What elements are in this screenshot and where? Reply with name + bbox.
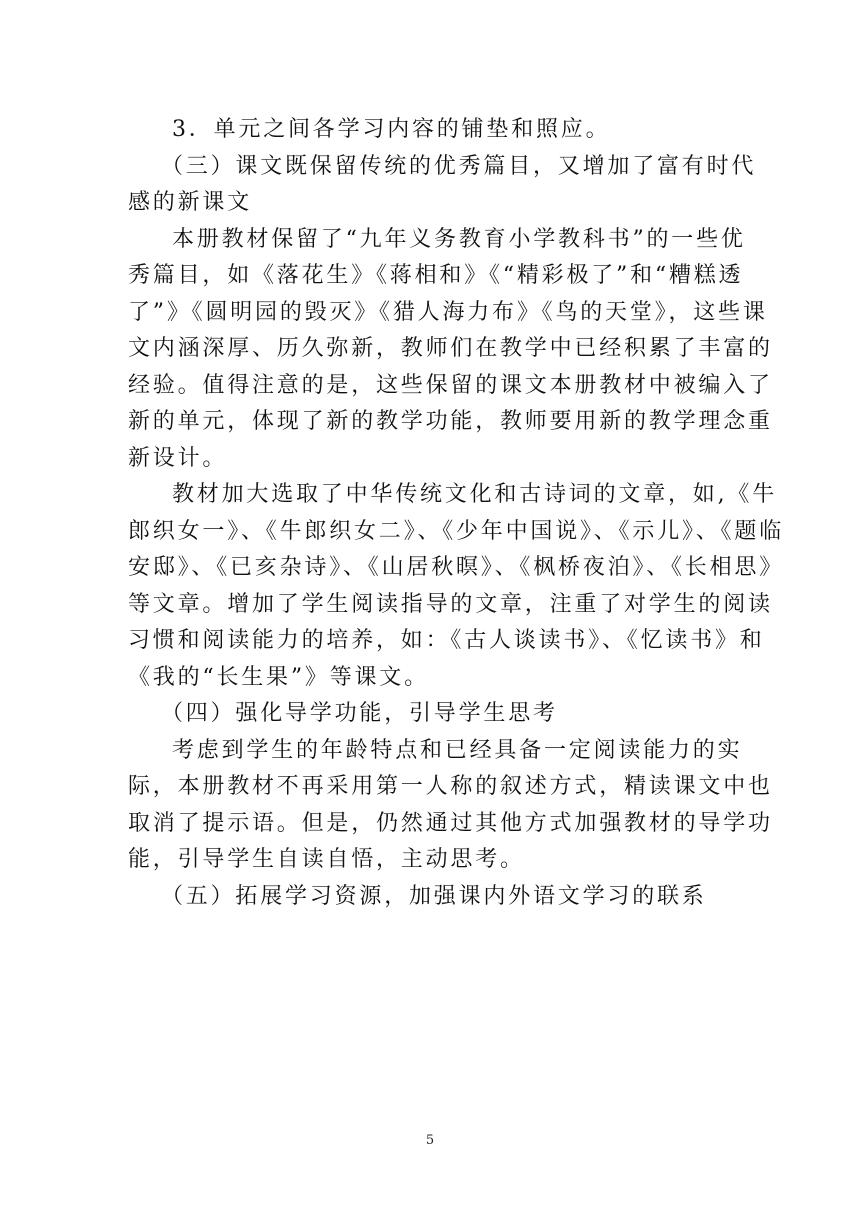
text-line: 了”》《圆明园的毁灭》《猎人海力布》《鸟的天堂》，这些课 [128, 299, 768, 325]
text-line: 《我的“长生果”》等课文。 [128, 664, 429, 690]
text-line: 能，引导学生自读自悟，主动思考。 [128, 847, 525, 872]
text-line: 新设计。 [128, 445, 228, 471]
page-number: 5 [425, 1133, 435, 1148]
text-line: 际，本册教材不再采用第一人称的叙述方式，精读课文中也 [128, 774, 773, 799]
section-heading: （五）拓展学习资源，加强课内外语文学习的联系 [161, 883, 707, 909]
text-line: 教材加大选取了中华传统文化和古诗词的文章，如,《牛 [172, 482, 777, 507]
text-line: 文内涵深厚、历久弥新，教师们在教学中已经积累了丰富的 [128, 336, 773, 361]
text-line: 3．单元之间各学习内容的铺垫和照应。 [172, 117, 611, 142]
text-line: 新的单元，体现了新的教学功能，教师要用新的教学理念重 [128, 409, 773, 434]
text-line: 秀篇目，如《落花生》《蒋相和》《“精彩极了”和“糟糕透 [128, 263, 744, 288]
text-line: 习惯和阅读能力的培养，如：《古人谈读书》、《忆读书》和 [128, 628, 765, 653]
text-line: 本册教材保留了“九年义务教育小学教科书”的一些优 [172, 226, 746, 252]
text-line: 考虑到学生的年龄特点和已经具备一定阅读能力的实 [172, 737, 743, 763]
section-heading-continuation: 感的新课文 [128, 190, 253, 215]
text-line: 安邸》、《已亥杂诗》、《山居秋暝》、《枫桥夜泊》、《长相思》 [128, 555, 785, 580]
text-line: 等文章。增加了学生阅读指导的文章，注重了对学生的阅读 [128, 591, 773, 617]
section-heading: （三）课文既保留传统的优秀篇目，又增加了富有时代 [161, 153, 757, 179]
text-line: 取消了提示语。但是，仍然通过其他方式加强教材的导学功 [128, 810, 773, 836]
text-line: 郎织女一》、《牛郎织女二》、《少年中国说》、《示儿》、《题临 [128, 518, 785, 544]
document-body [128, 112, 785, 915]
section-heading: （四）强化导学功能，引导学生思考 [161, 701, 558, 726]
text-line: 经验。值得注意的是，这些保留的课文本册教材中被编入了 [128, 372, 773, 398]
